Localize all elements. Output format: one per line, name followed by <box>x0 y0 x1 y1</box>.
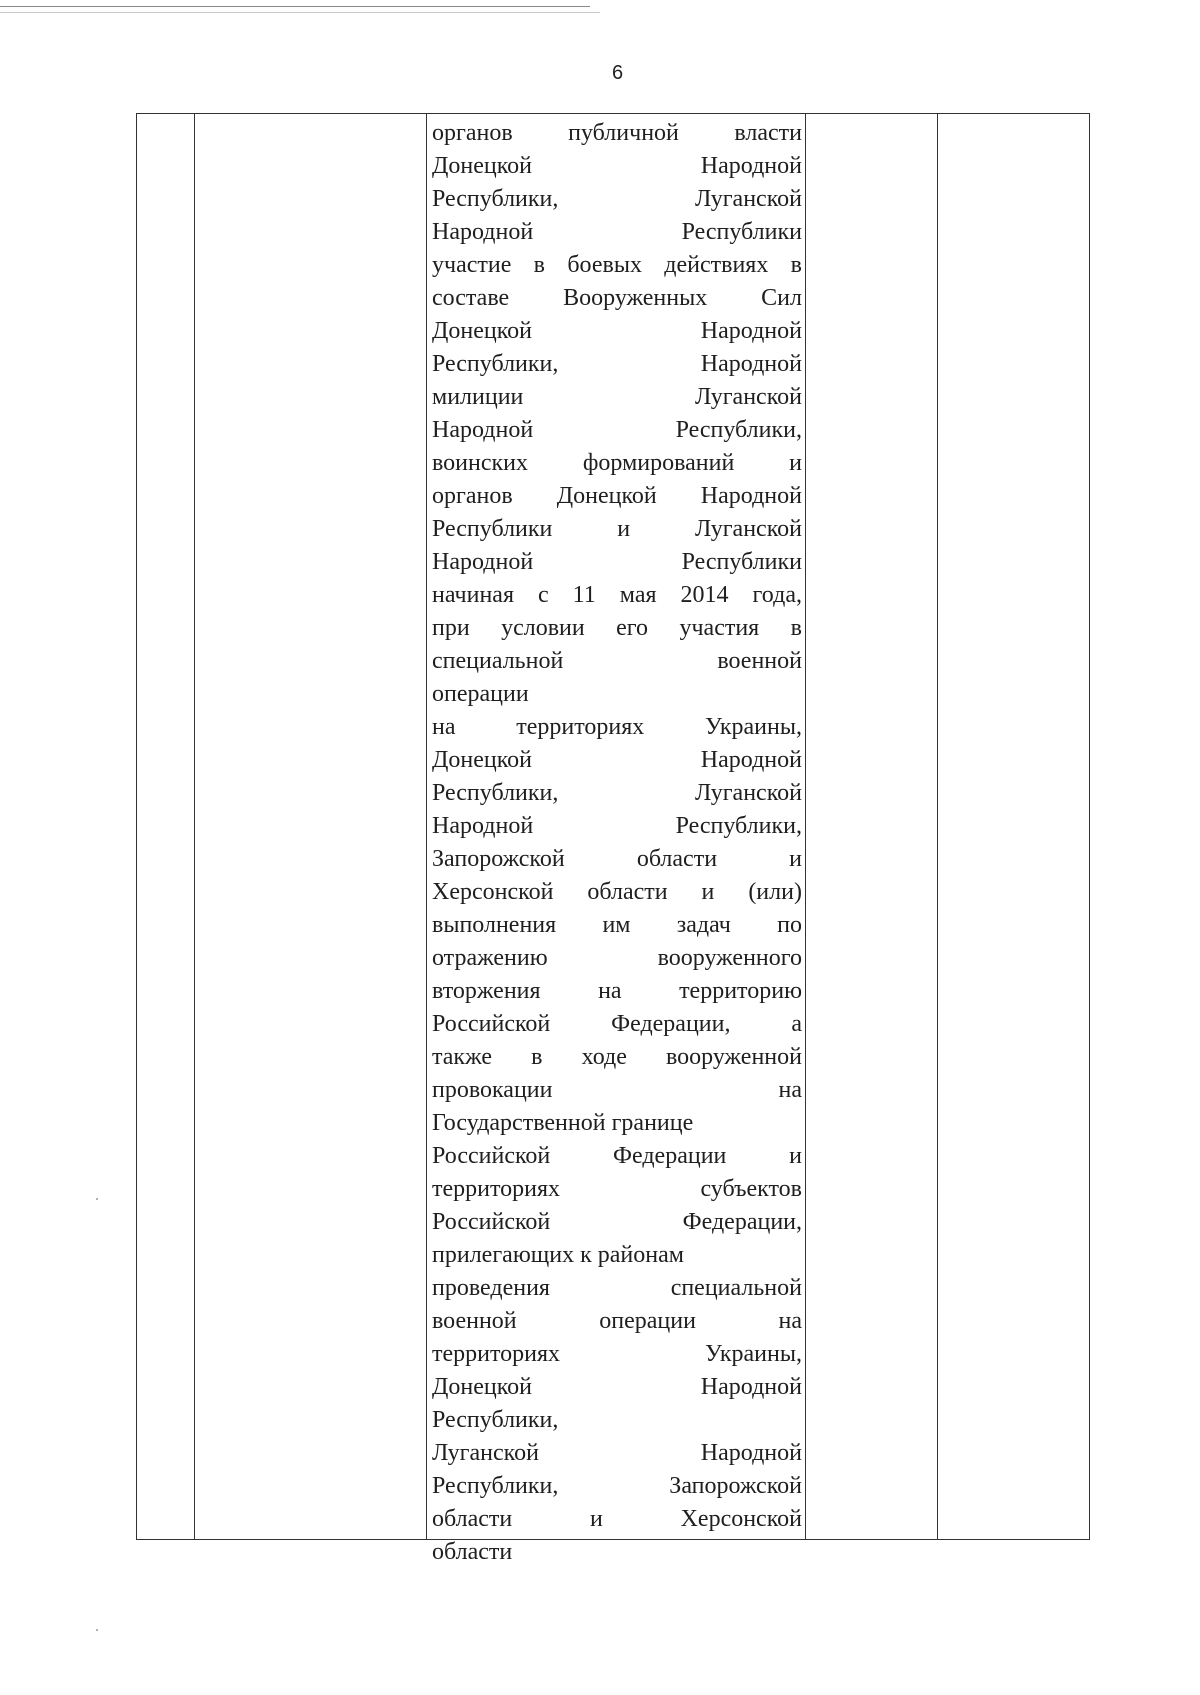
column-separator <box>937 114 938 1539</box>
text-line: проведения специальной <box>432 1275 802 1301</box>
text-line: провокации на <box>432 1077 802 1103</box>
text-line: органов Донецкой Народной <box>432 483 802 509</box>
column-separator <box>805 114 806 1539</box>
text-line: Народной Республики, <box>432 417 802 443</box>
text-line: начиная с 11 мая 2014 года, <box>432 582 802 608</box>
text-line: Народной Республики <box>432 219 802 245</box>
text-line: Республики, Народной <box>432 351 802 377</box>
text-line: при условии его участия в <box>432 615 802 641</box>
text-line: Республики, Луганской <box>432 780 802 806</box>
text-line: вторжения на территорию <box>432 978 802 1004</box>
scan-edge-line <box>0 6 590 7</box>
text-line: военной операции на <box>432 1308 802 1334</box>
text-line: Донецкой Народной <box>432 747 802 773</box>
text-line: также в ходе вооруженной <box>432 1044 802 1070</box>
text-line: Республики и Луганской <box>432 516 802 542</box>
text-line: на территориях Украины, <box>432 714 802 740</box>
scan-edge-line <box>0 12 600 13</box>
text-line: операции <box>432 681 529 707</box>
text-line: области <box>432 1539 513 1565</box>
text-line: специальной военной <box>432 648 802 674</box>
text-line: участие в боевых действиях в <box>432 252 802 278</box>
text-line: территориях субъектов <box>432 1176 802 1202</box>
text-line: Государственной границе <box>432 1110 694 1136</box>
text-line: Донецкой Народной <box>432 318 802 344</box>
text-line: Донецкой Народной <box>432 153 802 179</box>
text-line: территориях Украины, <box>432 1341 802 1367</box>
text-line: Запорожской области и <box>432 846 802 872</box>
text-line: составе Вооруженных Сил <box>432 285 802 311</box>
text-line: органов публичной власти <box>432 120 802 146</box>
text-line: милиции Луганской <box>432 384 802 410</box>
text-line: Республики, <box>432 1407 559 1433</box>
text-line: Народной Республики, <box>432 813 802 839</box>
text-line: Республики, Запорожской <box>432 1473 802 1499</box>
text-line: Российской Федерации, <box>432 1209 802 1235</box>
text-line: Херсонской области и (или) <box>432 879 802 905</box>
text-line: воинских формирований и <box>432 450 802 476</box>
text-line: Российской Федерации и <box>432 1143 802 1169</box>
page-number: 6 <box>611 62 624 84</box>
column-separator <box>194 114 195 1539</box>
scan-speck <box>96 1629 98 1631</box>
text-line: отражению вооруженного <box>432 945 802 971</box>
text-line: выполнения им задач по <box>432 912 802 938</box>
text-line: Республики, Луганской <box>432 186 802 212</box>
text-line: Российской Федерации, а <box>432 1011 802 1037</box>
text-line: Народной Республики <box>432 549 802 575</box>
text-line: Донецкой Народной <box>432 1374 802 1400</box>
scan-speck <box>96 1198 98 1200</box>
text-line: Луганской Народной <box>432 1440 802 1466</box>
text-line: прилегающих к районам <box>432 1242 684 1268</box>
table-cell-text <box>432 117 802 1569</box>
column-separator <box>426 114 427 1539</box>
text-line: области и Херсонской <box>432 1506 802 1532</box>
